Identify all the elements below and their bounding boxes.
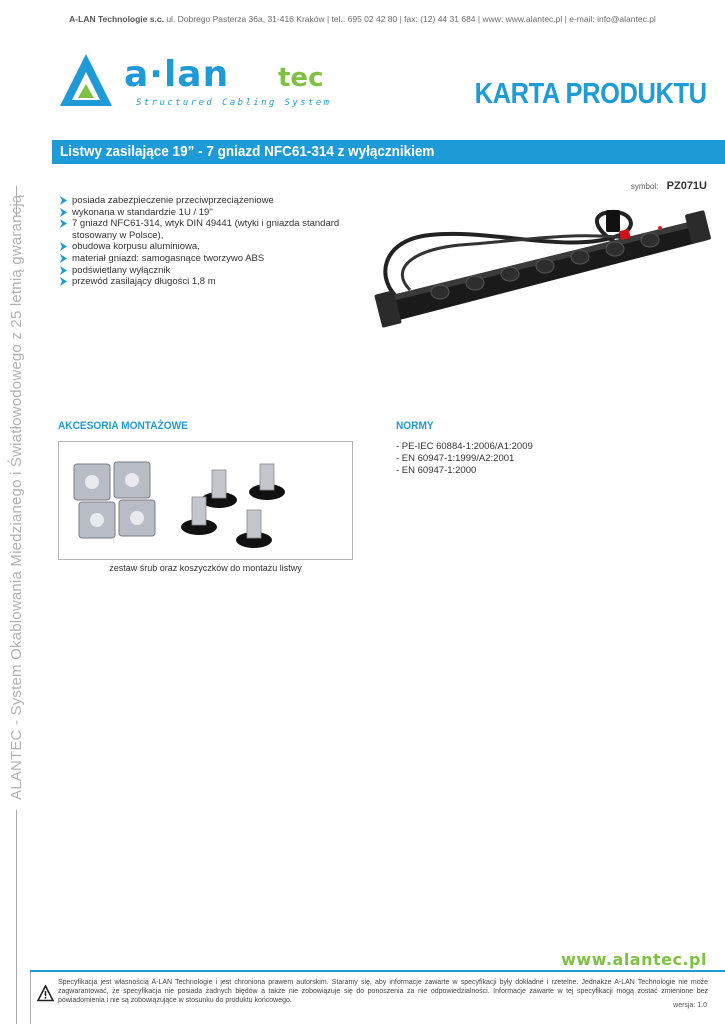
symbol-value: PZ071U <box>666 180 707 192</box>
logo-tagline: Structured Cabling System <box>136 98 332 108</box>
doc-title: KARTA PRODUKTU <box>474 78 707 110</box>
arrow-bullet-icon <box>60 196 67 205</box>
logo-suffix: tec <box>278 63 324 93</box>
arrow-bullet-icon <box>60 242 67 251</box>
accessories-caption: zestaw śrub oraz koszyczków do montażu listwy <box>109 563 302 573</box>
mounting-kit-image <box>59 442 354 561</box>
list-item: przewód zasilający długości 1,8 m <box>58 276 358 288</box>
logo-brand: a·lan <box>124 54 230 95</box>
company-name: A-LAN Technologie s.c. <box>69 14 164 24</box>
power-strip-image <box>370 200 715 340</box>
arrow-bullet-icon <box>60 219 67 228</box>
product-title: Listwy zasilające 19” - 7 gniazd NFC61-314 z wyłącznikiem <box>60 143 435 160</box>
list-item: - PE-IEC 60884-1:2006/A1:2009 <box>396 441 533 452</box>
arrow-bullet-icon <box>60 266 67 275</box>
side-slogan: ALANTEC - System Okablowania Miedzianego i Światłowodowego z 25 letnią gwarancją <box>8 194 25 800</box>
accessories-heading: AKCESORIA MONTAŻOWE <box>58 420 188 432</box>
list-item: - EN 60947-1:1999/A2:2001 <box>396 453 515 464</box>
list-item: podświetlany wyłącznik <box>58 265 358 277</box>
norms-heading: NORMY <box>396 420 434 432</box>
list-item: wykonana w standardzie 1U / 19'' <box>58 207 358 219</box>
list-item: materiał gniazd: samogasnące tworzywo ABS <box>58 253 358 265</box>
arrow-bullet-icon <box>60 277 67 286</box>
list-item: obudowa korpusu aluminiowa, <box>58 241 358 253</box>
list-item: 7 gniazd NFC61-314, wtyk DIN 49441 (wtyki i gniazda standard stosowany w Polsce), <box>58 218 358 241</box>
alantec-logo <box>56 50 366 116</box>
list-item: - EN 60947-1:2000 <box>396 465 477 476</box>
product-title-bar <box>52 140 725 164</box>
warning-icon <box>37 985 54 1002</box>
feature-list <box>58 195 358 288</box>
list-item: posiada zabezpieczenie przeciwprzeciążeniowe <box>58 195 358 207</box>
symbol-label: symbol: <box>630 182 659 191</box>
symbol-line <box>631 180 707 192</box>
side-divider-bottom <box>16 810 17 1024</box>
header-contact <box>0 14 725 24</box>
norms-list <box>396 441 533 477</box>
disclaimer-text: Specyfikacja jest własnością A-LAN Technologie i jest chroniona prawem autorskim. Staramy się, aby informacje zawarte w specyfikacji były dokładne i rzetelne. Jednakże A-LAN Technologie nie może zagwarantować, że specyfikacja nie posiada żadnych błędów a także nie zobowiązuje się do ponoszenia za nie odpowiedzialności. Informacje zawarte w tej specyfikacji mogą zostać zmienione bez powiadomienia i nie są zobowiązujące w stosunku do produktu końcowego. <box>58 979 708 1004</box>
arrow-bullet-icon <box>60 208 67 217</box>
version-label: wersja: 1.0 <box>673 1002 707 1009</box>
website-link[interactable]: www.alantec.pl <box>561 950 707 969</box>
contact-details: ul. Dobrego Pasterza 36a, 31-416 Kraków | tel.: 695 02 42 80 | fax: (12) 44 31 684 | www: www.alantec.pl | e-mail: info@alantec.pl <box>166 14 656 24</box>
accessories-image <box>58 441 353 560</box>
arrow-bullet-icon <box>60 254 67 263</box>
